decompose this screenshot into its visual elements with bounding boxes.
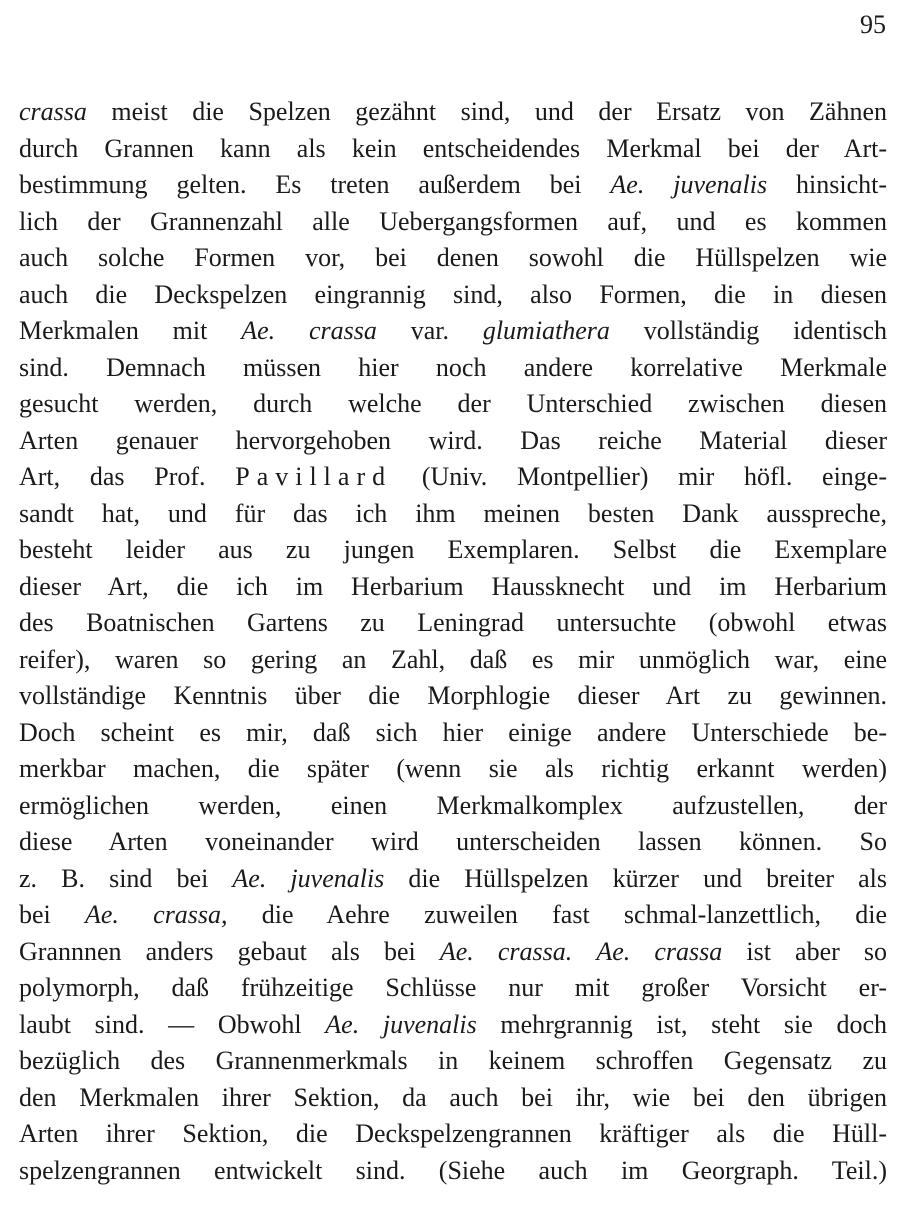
text-segment: reifer), waren so gering an Zahl, daß es mir unmöglich war, eine bbox=[19, 644, 887, 674]
text-segment: mehrgrannig ist, steht sie doch bbox=[476, 1009, 888, 1039]
text-line bbox=[19, 934, 887, 971]
text-segment: lich der Grannenzahl alle Uebergangsformen auf, und es kommen bbox=[19, 206, 887, 236]
text-segment: sandt hat, und für das ich ihm meinen besten Dank ausspreche, bbox=[19, 498, 887, 528]
text-line bbox=[19, 1043, 887, 1080]
italic-taxon-text: Ae. crassa bbox=[241, 316, 377, 345]
text-line bbox=[19, 496, 887, 533]
text-segment: Grannnen anders gebaut als bei bbox=[19, 936, 440, 966]
text-segment: diese Arten voneinander wird unterscheiden lassen können. So bbox=[19, 827, 887, 856]
italic-taxon-text: Ae. crassa. bbox=[439, 936, 573, 966]
text-segment: spelzengrannen entwickelt sind. (Siehe auch im Georgraph. Teil.) bbox=[19, 1155, 887, 1185]
text-segment: bei bbox=[19, 900, 85, 929]
body-text bbox=[19, 94, 887, 1189]
text-segment: gesucht werden, durch welche der Unterschied zwischen diesen bbox=[19, 389, 887, 418]
text-segment: vollständig identisch bbox=[609, 316, 888, 345]
text-segment: Arten ihrer Sektion, die Deckspelzengrannen kräftiger als die Hüll- bbox=[19, 1119, 887, 1148]
text-line bbox=[19, 1080, 887, 1117]
text-line bbox=[19, 131, 887, 168]
text-segment: dieser Art, die ich im Herbarium Haussknecht und im Herbarium bbox=[19, 571, 887, 601]
spaced-name-text: Pavillard bbox=[235, 462, 393, 491]
text-segment: ermöglichen werden, einen Merkmalkomplex aufzustellen, der bbox=[19, 790, 887, 820]
text-segment: des Boatnischen Gartens zu Leningrad untersuchte (obwohl etwas bbox=[19, 608, 887, 637]
text-line bbox=[19, 642, 887, 679]
text-line bbox=[19, 1007, 887, 1044]
text-segment: die Hüllspelzen kürzer und breiter als bbox=[384, 863, 887, 893]
text-line bbox=[19, 605, 887, 642]
text-segment: Doch scheint es mir, daß sich hier einige andere Unterschiede be- bbox=[19, 717, 887, 747]
text-segment: bezüglich des Grannenmerkmals in keinem schroffen Gegensatz zu bbox=[19, 1046, 887, 1075]
text-segment: den Merkmalen ihrer Sektion, da auch bei ihr, wie bei den übrigen bbox=[19, 1082, 887, 1112]
italic-taxon-text: Ae. juvenalis bbox=[232, 863, 385, 893]
page-number: 95 bbox=[860, 10, 886, 39]
text-line bbox=[19, 678, 887, 715]
text-segment: vollständige Kenntnis über die Morphlogie dieser Art zu gewinnen. bbox=[19, 681, 887, 710]
text-segment: Arten genauer hervorgehoben wird. Das reiche Material dieser bbox=[19, 425, 887, 455]
text-line bbox=[19, 715, 887, 752]
text-segment: bestimmung gelten. Es treten außerdem bei bbox=[19, 170, 611, 199]
text-line bbox=[19, 94, 887, 131]
text-segment: (Univ. Montpellier) mir höfl. einge- bbox=[392, 462, 888, 491]
text-line bbox=[19, 313, 887, 350]
italic-taxon-text: Ae. crassa, bbox=[85, 900, 228, 929]
text-line bbox=[19, 386, 887, 423]
text-line bbox=[19, 751, 887, 788]
text-line bbox=[19, 240, 887, 277]
text-line bbox=[19, 824, 887, 861]
text-segment: die Aehre zuweilen fast schmal-lanzettlich, die bbox=[227, 900, 887, 929]
text-line bbox=[19, 277, 887, 314]
text-segment: var. bbox=[376, 316, 483, 345]
text-segment: laubt sind. — Obwohl bbox=[19, 1009, 326, 1039]
italic-taxon-text: Ae. crassa bbox=[596, 936, 723, 966]
text-segment: meist die Spelzen gezähnt sind, und der Ersatz von Zähnen bbox=[86, 97, 887, 126]
text-segment: z. B. sind bei bbox=[19, 863, 233, 893]
text-line bbox=[19, 532, 887, 569]
italic-taxon-text: Ae. juvenalis bbox=[610, 170, 768, 199]
text-segment bbox=[572, 937, 596, 966]
text-segment: auch die Deckspelzen eingrannig sind, also Formen, die in diesen bbox=[19, 279, 887, 309]
text-line bbox=[19, 423, 887, 460]
text-line bbox=[19, 1153, 887, 1190]
text-line bbox=[19, 459, 887, 496]
text-segment: merkbar machen, die später (wenn sie als richtig erkannt werden) bbox=[19, 754, 887, 783]
text-line bbox=[19, 861, 887, 898]
italic-taxon-text: Ae. juvenalis bbox=[325, 1009, 477, 1039]
text-segment: sind. Demnach müssen hier noch andere korrelative Merkmale bbox=[19, 352, 887, 382]
text-segment: Merkmalen mit bbox=[19, 316, 242, 345]
italic-taxon-text: crassa bbox=[19, 97, 87, 126]
text-line bbox=[19, 970, 887, 1007]
text-line bbox=[19, 167, 887, 204]
text-line bbox=[19, 204, 887, 241]
text-segment: Art, das Prof. bbox=[19, 462, 236, 491]
text-segment: auch solche Formen vor, bei denen sowohl die Hüllspelzen wie bbox=[19, 243, 887, 272]
text-segment: durch Grannen kann als kein entscheidendes Merkmal bei der Art- bbox=[19, 133, 887, 163]
text-line bbox=[19, 569, 887, 606]
text-line bbox=[19, 1116, 887, 1153]
text-segment: hinsicht- bbox=[767, 170, 887, 199]
text-segment: polymorph, daß frühzeitige Schlüsse nur mit großer Vorsicht er- bbox=[19, 973, 887, 1002]
text-line bbox=[19, 788, 887, 825]
text-line bbox=[19, 897, 887, 934]
text-segment: ist aber so bbox=[722, 936, 888, 966]
text-line bbox=[19, 350, 887, 387]
italic-taxon-text: glumiathera bbox=[482, 316, 610, 345]
text-segment: besteht leider aus zu jungen Exemplaren. Selbst die Exemplare bbox=[19, 535, 887, 564]
